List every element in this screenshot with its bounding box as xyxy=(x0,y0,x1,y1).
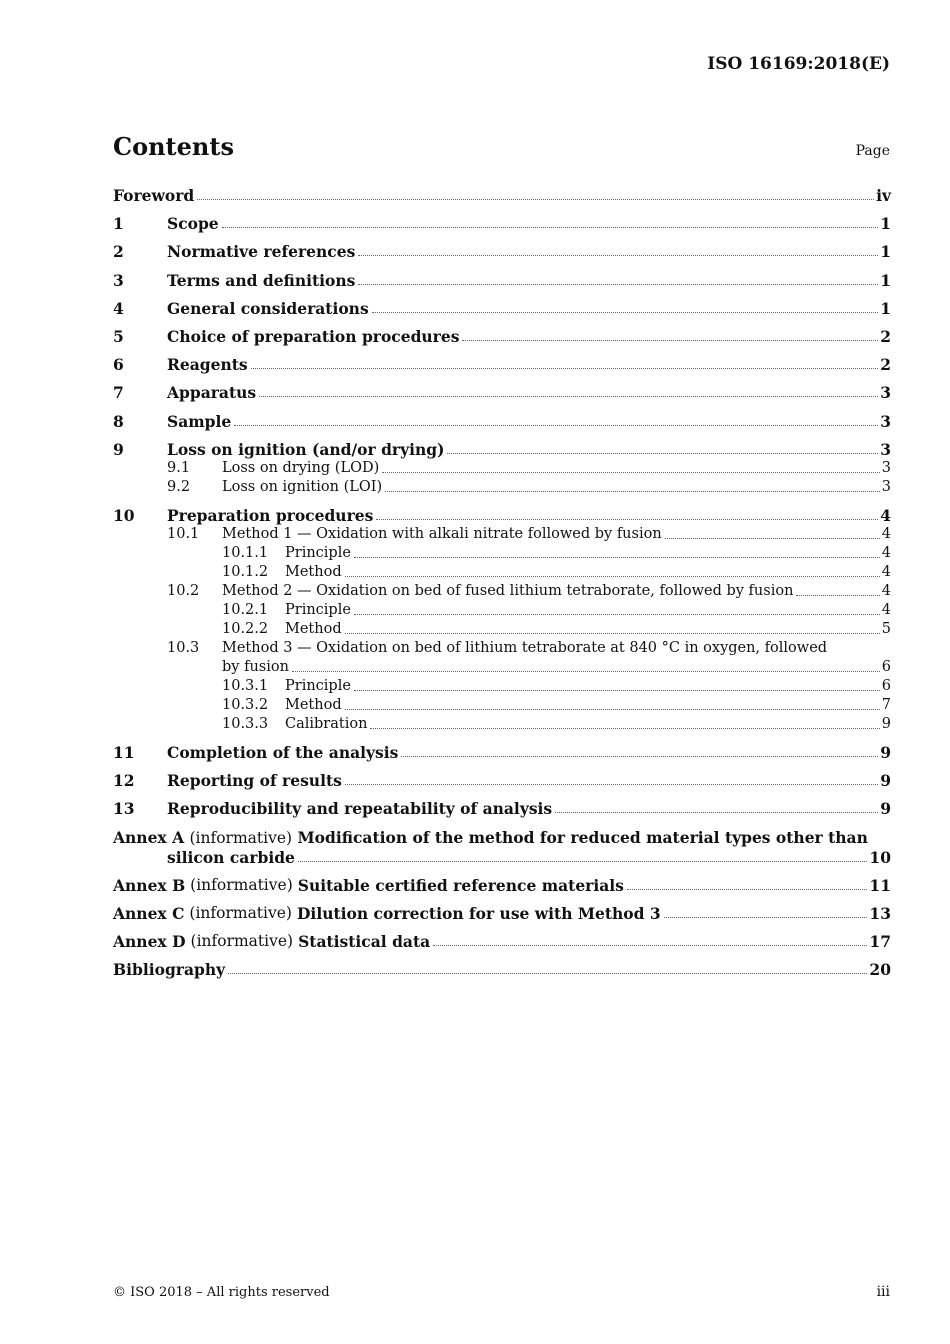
leader-dots xyxy=(228,972,867,974)
toc-number: 4 xyxy=(113,298,124,318)
toc-number: 10.3.1 xyxy=(222,677,269,694)
toc-entry-foreword[interactable] xyxy=(113,186,891,205)
leader-dots xyxy=(354,613,880,615)
leader-dots xyxy=(376,518,878,520)
leader-dots xyxy=(345,708,880,710)
toc-title: Loss on ignition (LOI) xyxy=(222,478,383,495)
leader-dots xyxy=(222,226,879,228)
toc-entry-method-2-method[interactable] xyxy=(113,620,891,639)
leader-dots xyxy=(664,916,868,918)
toc-page: 4 xyxy=(880,505,891,525)
leader-dots xyxy=(234,424,878,426)
toc-entry-method-3-method[interactable] xyxy=(113,696,891,715)
toc-entry-method-3-continued[interactable] xyxy=(222,658,891,677)
toc-entry-loss-on-drying[interactable] xyxy=(113,459,891,478)
toc-entry-method-1-principle[interactable] xyxy=(113,544,891,563)
leader-dots xyxy=(555,811,878,813)
leader-dots xyxy=(665,537,880,539)
leader-dots xyxy=(370,727,879,729)
toc-number: 10.2 xyxy=(167,582,200,599)
leader-dots xyxy=(292,670,880,672)
toc-title-continued: silicon carbide xyxy=(167,847,295,867)
toc-number: 13 xyxy=(113,799,135,819)
toc-title: Principle xyxy=(285,677,351,694)
toc-title: Method 1 — Oxidation with alkali nitrate followed by fusion xyxy=(222,525,662,542)
toc-title: Method xyxy=(285,563,342,580)
toc-number: 10.3 xyxy=(167,639,200,656)
toc-number: 5 xyxy=(113,326,124,346)
toc-title: Choice of preparation procedures xyxy=(167,326,460,346)
toc-title: Calibration xyxy=(285,715,368,732)
toc-title: Method 3 — Oxidation on bed of lithium tetraborate at 840 °C in oxygen, followed xyxy=(222,639,828,656)
annex-type: (informative) xyxy=(190,875,293,894)
annex-type: (informative) xyxy=(189,904,292,922)
toc-title: General considerations xyxy=(167,298,369,318)
toc-page: 4 xyxy=(881,525,891,542)
leader-dots xyxy=(627,888,868,890)
toc-page: 4 xyxy=(881,582,891,599)
toc-entry-method-3-principle[interactable] xyxy=(113,677,891,696)
toc-number: 7 xyxy=(113,383,124,403)
toc-page: 3 xyxy=(880,383,891,403)
toc-entry-reagents[interactable] xyxy=(113,355,891,374)
contents-heading: Contents xyxy=(113,132,234,161)
toc-page: 17 xyxy=(869,932,891,952)
toc-entry-method-3-calibration[interactable] xyxy=(113,715,891,734)
toc-entry-annex-b[interactable] xyxy=(113,876,891,895)
toc-entry-preparation-procedures[interactable] xyxy=(113,506,891,525)
toc-title: Principle xyxy=(285,544,351,561)
document-id: ISO 16169:2018(E) xyxy=(707,54,890,74)
leader-dots xyxy=(372,311,879,313)
toc-number: 11 xyxy=(113,743,135,763)
leader-dots xyxy=(345,783,878,785)
toc-page: 9 xyxy=(880,771,891,791)
toc-number: 9 xyxy=(113,439,124,459)
toc-entry-annex-a-continued[interactable] xyxy=(113,848,891,867)
leader-dots xyxy=(358,254,878,256)
leader-dots xyxy=(251,367,879,369)
toc-entry-method-1[interactable] xyxy=(113,525,891,544)
toc-page: 1 xyxy=(880,214,891,234)
toc-entry-reproducibility[interactable] xyxy=(113,799,891,818)
leader-dots xyxy=(354,689,880,691)
toc-page: 3 xyxy=(880,439,891,459)
toc-title: Foreword xyxy=(113,186,195,205)
toc-page: 3 xyxy=(881,459,891,476)
toc-page: 9 xyxy=(880,799,891,819)
toc-page: 11 xyxy=(869,875,891,895)
toc-title: Bibliography xyxy=(113,960,226,980)
leader-dots xyxy=(385,490,880,492)
toc-title: Completion of the analysis xyxy=(167,743,399,763)
leader-dots xyxy=(345,575,880,577)
toc-page: 13 xyxy=(869,904,891,923)
toc-entry-reporting-of-results[interactable] xyxy=(113,771,891,790)
toc-entry-apparatus[interactable] xyxy=(113,383,891,402)
toc-number: 1 xyxy=(113,214,124,234)
toc-page: 1 xyxy=(880,242,891,262)
toc-page: 9 xyxy=(880,743,891,763)
toc-title: Terms and definitions xyxy=(167,270,356,290)
toc-title: Loss on ignition (and/or drying) xyxy=(167,439,445,459)
toc-page: 7 xyxy=(881,696,891,713)
toc-title: Statistical data xyxy=(298,932,431,952)
toc-number: 10 xyxy=(113,505,135,525)
toc-title: Apparatus xyxy=(167,383,257,403)
toc-number: 3 xyxy=(113,270,124,290)
toc-title: Reproducibility and repeatability of analysis xyxy=(167,799,553,819)
toc-page: 3 xyxy=(881,478,891,495)
toc-entry-terms-and-definitions[interactable] xyxy=(113,271,891,290)
toc-number: 2 xyxy=(113,242,124,262)
toc-page: 9 xyxy=(881,715,891,732)
toc-number: 12 xyxy=(113,771,135,791)
toc-title: Suitable certified reference materials xyxy=(297,875,624,895)
leader-dots xyxy=(433,944,867,946)
leader-dots xyxy=(197,198,874,200)
page-column-label: Page xyxy=(855,143,890,159)
toc-entry-method-3[interactable] xyxy=(113,639,891,658)
toc-entry-annex-c[interactable] xyxy=(113,904,891,923)
toc-page: 4 xyxy=(881,601,891,618)
leader-dots xyxy=(298,860,868,862)
toc-number: 9.2 xyxy=(167,478,191,495)
table-of-contents xyxy=(113,186,891,979)
toc-page: 3 xyxy=(880,411,891,431)
leader-dots xyxy=(354,556,880,558)
toc-page: iv xyxy=(876,186,891,205)
toc-entry-method-2[interactable] xyxy=(113,582,891,601)
toc-entry-general-considerations[interactable] xyxy=(113,299,891,318)
toc-number: 8 xyxy=(113,411,124,431)
toc-page: 5 xyxy=(881,620,891,637)
toc-page: 4 xyxy=(881,563,891,580)
toc-title: Preparation procedures xyxy=(167,505,374,525)
toc-entry-bibliography[interactable] xyxy=(113,960,891,979)
annex-label: Annex C xyxy=(113,904,185,923)
toc-title: Sample xyxy=(167,411,232,431)
toc-number: 10.2.1 xyxy=(222,601,269,618)
toc-number: 6 xyxy=(113,355,124,375)
toc-page: 6 xyxy=(881,677,891,694)
toc-title: Modification of the method for reduced material types other than xyxy=(297,827,868,847)
toc-entry-annex-a[interactable] xyxy=(113,828,891,848)
leader-dots xyxy=(447,452,878,454)
leader-dots xyxy=(462,339,878,341)
annex-label: Annex D xyxy=(113,932,186,952)
toc-title: Method xyxy=(285,620,342,637)
toc-title-continued: by fusion xyxy=(222,658,289,675)
toc-entry-scope[interactable] xyxy=(113,214,891,233)
leader-dots xyxy=(401,755,878,757)
toc-title: Normative references xyxy=(167,242,356,262)
annex-type: (informative) xyxy=(190,932,294,951)
toc-page: 2 xyxy=(880,355,891,375)
toc-page: 2 xyxy=(880,326,891,346)
toc-entry-completion-of-analysis[interactable] xyxy=(113,743,891,762)
toc-title: Principle xyxy=(285,601,351,618)
toc-entry-choice-of-preparation[interactable] xyxy=(113,327,891,346)
toc-page: 6 xyxy=(881,658,891,675)
toc-page: 4 xyxy=(881,544,891,561)
toc-number: 10.2.2 xyxy=(222,620,269,637)
toc-number: 10.1.2 xyxy=(222,563,269,580)
toc-number: 10.3.3 xyxy=(222,715,269,732)
toc-page: 10 xyxy=(869,847,891,867)
toc-title: Loss on drying (LOD) xyxy=(222,459,380,476)
annex-label: Annex B xyxy=(113,875,186,895)
toc-page: 20 xyxy=(869,960,891,980)
toc-entry-sample[interactable] xyxy=(113,412,891,431)
leader-dots xyxy=(796,594,879,596)
toc-number: 10.1 xyxy=(167,525,200,542)
toc-title: Reagents xyxy=(167,355,248,375)
annex-type: (informative) xyxy=(189,828,293,847)
leader-dots xyxy=(382,471,880,473)
toc-entry-method-2-principle[interactable] xyxy=(113,601,891,620)
leader-dots xyxy=(358,283,878,285)
footer-copyright: © ISO 2018 – All rights reserved xyxy=(113,1285,330,1300)
toc-entry-normative-references[interactable] xyxy=(113,242,891,261)
leader-dots xyxy=(259,395,878,397)
toc-title: Dilution correction for use with Method 3 xyxy=(296,904,661,923)
toc-entry-annex-d[interactable] xyxy=(113,932,891,951)
toc-number: 10.1.1 xyxy=(222,544,269,561)
toc-title: Scope xyxy=(167,214,219,234)
toc-number: 10.3.2 xyxy=(222,696,269,713)
toc-page: 1 xyxy=(880,270,891,290)
annex-label: Annex A xyxy=(113,827,185,847)
toc-title: Method 2 — Oxidation on bed of fused lithium tetraborate, followed by fusion xyxy=(222,582,794,599)
toc-entry-loss-on-ignition[interactable] xyxy=(113,440,891,459)
toc-title: Reporting of results xyxy=(167,771,342,791)
leader-dots xyxy=(345,632,880,634)
toc-page: 1 xyxy=(880,298,891,318)
toc-entry-method-1-method[interactable] xyxy=(113,563,891,582)
toc-number: 9.1 xyxy=(167,459,191,476)
toc-entry-loss-on-ignition-loi[interactable] xyxy=(113,478,891,497)
footer-page-number: iii xyxy=(876,1284,890,1300)
toc-title: Method xyxy=(285,696,342,713)
